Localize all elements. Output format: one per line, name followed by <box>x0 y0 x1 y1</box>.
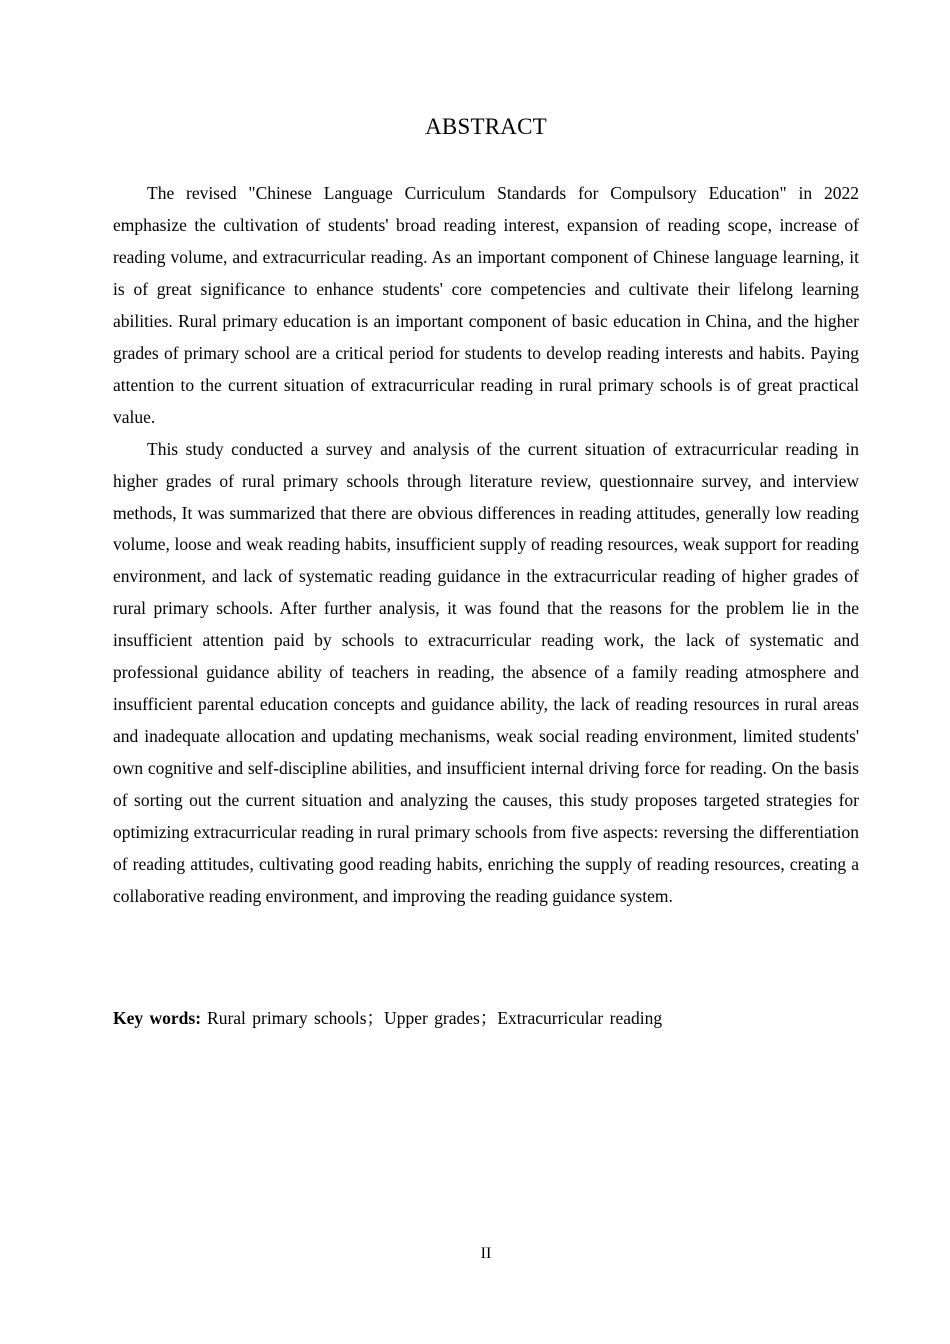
abstract-body <box>113 178 859 913</box>
page-number: II <box>480 1245 492 1262</box>
keywords-label: Key words: <box>113 1008 202 1028</box>
keywords-text: Rural primary schools；Upper grades；Extracurricular reading <box>207 1008 663 1028</box>
abstract-title: ABSTRACT <box>425 114 547 139</box>
keywords-line <box>113 1003 859 1033</box>
abstract-paragraph-1: The revised "Chinese Language Curriculum Standards for Compulsory Education" in 2022 emphasize the cultivation of students' broad reading interest, expansion of reading scope, increase of reading volume, and extracurricular reading. As an important component of Chinese language learning, it is of great significance to enhance students' core competencies and cultivate their lifelong learning abilities. Rural primary education is an important component of basic education in China, and the higher grades of primary school are a critical period for students to develop reading interests and habits. Paying attention to the current situation of extracurricular reading in rural primary schools is of great practical value. <box>113 183 859 427</box>
abstract-paragraph-2: This study conducted a survey and analysis of the current situation of extracurricular reading in higher grades of rural primary schools through literature review, questionnaire survey, and interview methods, It was summarized that there are obvious differences in reading attitudes, generally low reading volume, loose and weak reading habits, insufficient supply of reading resources, weak support for reading environment, and lack of systematic reading guidance in the extracurricular reading of higher grades of rural primary schools. After further analysis, it was found that the reasons for the problem lie in the insufficient attention paid by schools to extracurricular reading work, the lack of systematic and professional guidance ability of teachers in reading, the absence of a family reading atmosphere and insufficient parental education concepts and guidance ability, the lack of reading resources in rural areas and inadequate allocation and updating mechanisms, weak social reading environment, limited students' own cognitive and self-discipline abilities, and insufficient internal driving force for reading. On the basis of sorting out the current situation and analyzing the causes, this study proposes targeted strategies for optimizing extracurricular reading in rural primary schools from five aspects: reversing the differentiation of reading attitudes, cultivating good reading habits, enriching the supply of reading resources, creating a collaborative reading environment, and improving the reading guidance system. <box>113 438 859 906</box>
